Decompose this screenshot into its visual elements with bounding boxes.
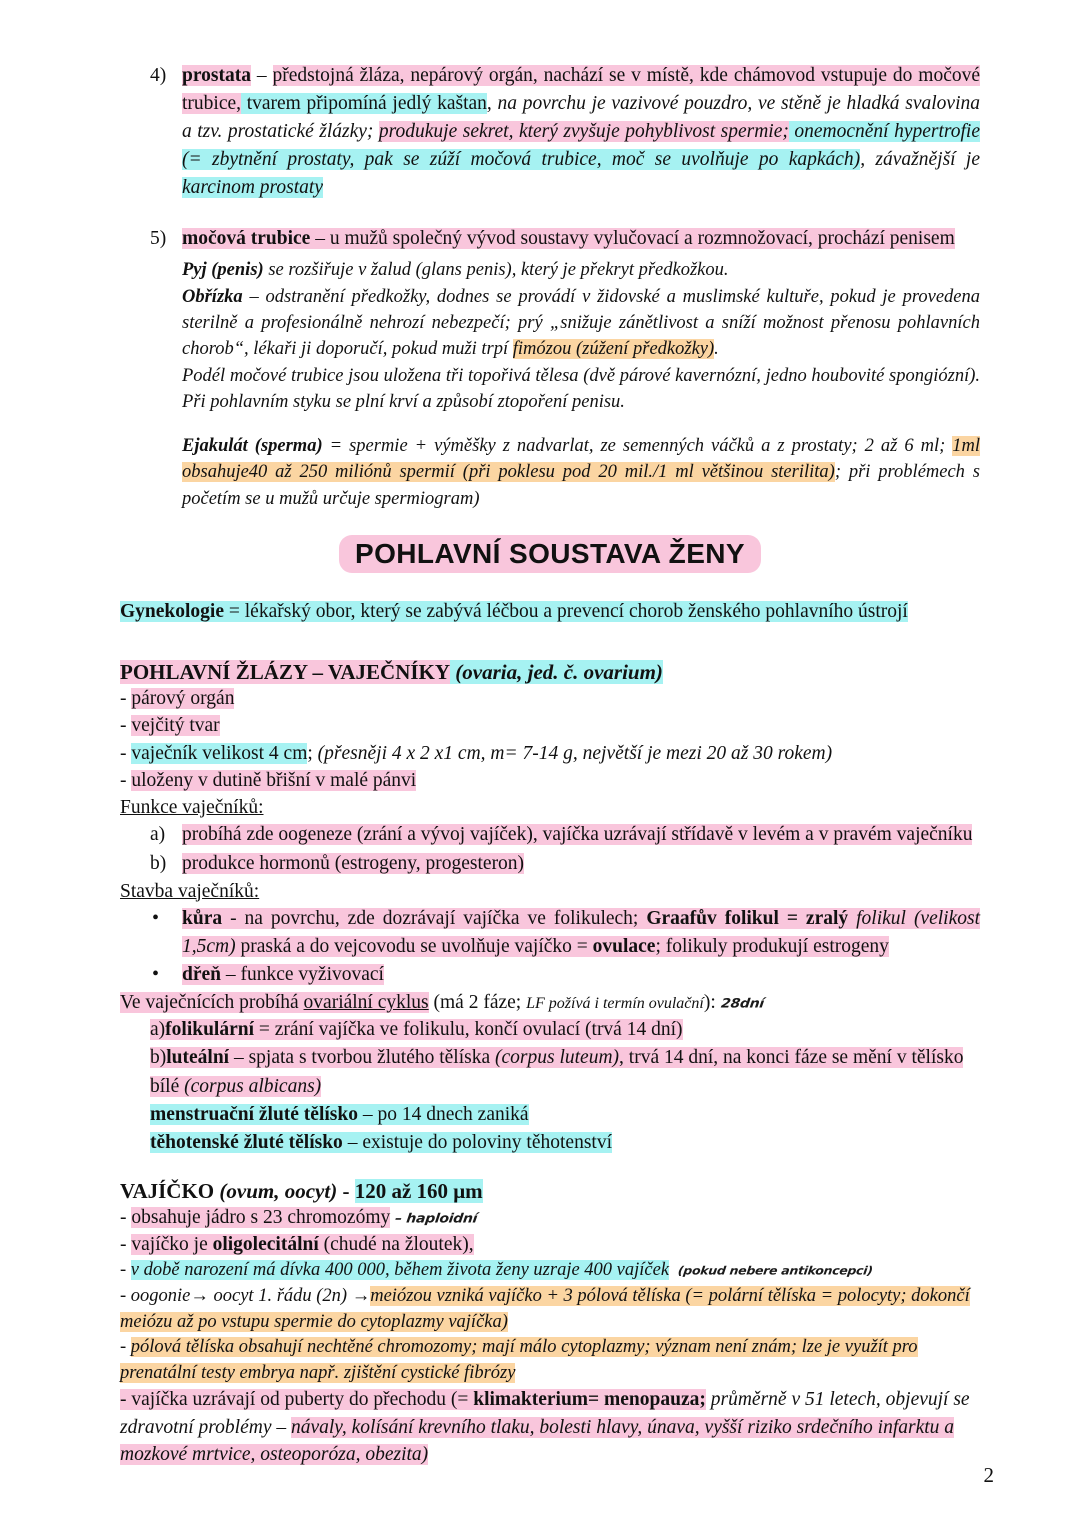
funkce-item-a-text: probíhá zde oogeneze (zrání a vývoj vajíček), vajíčka uzrávají střídavě v levém a v pravém vaječníku xyxy=(182,824,973,846)
phase-a-text: = zrání vajíčka ve folikulu, končí ovulací (trvá 14 dní) xyxy=(254,1019,683,1041)
dash: - xyxy=(120,1234,132,1256)
kura-desc-2: praská a do vejcovodu se uvolňuje vajíčko = xyxy=(235,935,593,957)
phase-item-folikularni xyxy=(120,1016,980,1044)
ovary-bullet-4 xyxy=(120,767,980,794)
dash: - xyxy=(120,769,132,791)
vajicko-line-3 xyxy=(120,1258,980,1284)
phase-b-text-1: – spjata s tvorbou žlutého tělíska xyxy=(229,1047,496,1069)
page-title-text: POHLAVNÍ SOUSTAVA ŽENY xyxy=(339,535,761,573)
topo-text: Podél močové trubice jsou uložena tři topořivá tělesa (dvě párové kavernózní, jedno houbovité spongiózní). Při pohlavním styku se plní krví a způsobí ztopoření penisu. xyxy=(182,365,980,412)
mocova-trubice-desc: – u mužů společný vývod soustavy vylučovací a rozmnožovací, prochází penisem xyxy=(310,228,955,250)
kura-graaf: Graafův folikul = zralý xyxy=(646,907,857,929)
heading-stavba-vajecniku-text: Stavba vaječníků: xyxy=(120,880,260,902)
ejakulat-text-before: = spermie + výměšky z nadvarlat, ze semenných váčků a z prostaty; 2 až 6 ml; xyxy=(322,436,953,457)
vajicko-line-3-text: v době narození má dívka 400 000, během života ženy uzraje 400 vajíček xyxy=(130,1260,670,1281)
cyklus-post: ): xyxy=(703,992,716,1014)
heading-vajicko xyxy=(120,1179,980,1204)
prostata-desc-pink-2: produkuje sekret, který zvyšuje pohyblivost spermie; xyxy=(378,121,789,143)
handwritten-note-antikoncepce: (pokud nebere antikoncepci) xyxy=(677,1264,874,1278)
term-prostata: prostata xyxy=(182,65,251,86)
heading-funkce-vajecniku xyxy=(120,794,980,821)
ovary-bullet-3 xyxy=(120,740,980,767)
paragraph-pyj xyxy=(120,257,980,283)
ovary-bullet-3-note: (přesněji 4 x 2 x1 cm, m= 7-14 g, největší je mezi 20 až 30 rokem) xyxy=(317,742,833,764)
list-marker: a) xyxy=(150,824,166,846)
kura-desc-1: - na povrchu, zde dozrávají vajíčka ve folikulech; xyxy=(222,907,647,929)
vajicko-polova-teliska xyxy=(120,1335,980,1386)
prostata-karcinom: karcinom prostaty xyxy=(182,177,323,199)
gynekologie-desc: = lékařský obor, který se zabývá léčbou a prevencí chorob ženského pohlavního ústrojí xyxy=(224,600,908,622)
cyklus-underline-term: ovariální cyklus xyxy=(303,992,429,1014)
dren-desc: – funkce vyživovací xyxy=(221,964,384,986)
vajicko-line-2 xyxy=(120,1231,980,1258)
prostata-desc-plain-2: , závažnější je xyxy=(860,149,980,171)
dash: - xyxy=(120,742,132,764)
ovary-bullet-2-text: vejčitý tvar xyxy=(131,715,220,737)
handwritten-note-28dni: 28dní xyxy=(719,996,765,1012)
vajicko-line-1 xyxy=(120,1204,980,1231)
dash: - xyxy=(120,687,132,709)
list-item-mocova-trubice xyxy=(120,225,980,253)
ovary-bullet-3-tail: ; xyxy=(307,742,318,764)
telisko-tehotenske-bold: těhotenské žluté tělísko xyxy=(150,1131,343,1153)
term-ejakulat: Ejakulát (sperma) xyxy=(182,436,323,457)
spacer xyxy=(120,415,980,433)
paragraph-topo xyxy=(120,363,980,416)
heading-stavba-vajecniku xyxy=(120,878,980,905)
heading-vajicko-size: 120 až 160 μm xyxy=(354,1178,483,1203)
term-dren: dřeň xyxy=(182,964,221,986)
oogonie-pre: - oogonie→ oocyt 1. řádu (2n) → xyxy=(120,1286,371,1307)
list-marker: b) xyxy=(150,852,167,874)
prostata-desc-cyan-1: tvarem připomíná jedlý kaštan xyxy=(241,93,487,115)
term-gynekologie: Gynekologie xyxy=(120,600,225,622)
cyklus-pre: Ve vaječnících probíhá xyxy=(120,992,304,1014)
vajicko-line-2-pre: vajíčko je xyxy=(131,1234,213,1256)
ejakulat-highlight: 1ml obsahuje40 až 250 miliónů spermií (při poklesu pod 20 mil./1 ml většinou sterilita) xyxy=(182,436,981,483)
paragraph-ovarialni-cyklus xyxy=(120,989,980,1016)
page-title xyxy=(120,538,980,570)
phase-b-latin-1: (corpus luteum) xyxy=(495,1047,620,1069)
klimakterium-italic: průměrně v 51 letech, objevují se zdravotní problémy – xyxy=(120,1389,970,1438)
telisko-tehotenske-text: – existuje do poloviny těhotenství xyxy=(342,1131,612,1153)
spacer xyxy=(120,1157,980,1175)
heading-pohlavni-zlazy xyxy=(120,660,980,685)
ovary-bullet-4-text: uloženy v dutině břišní v malé pánvi xyxy=(131,769,417,791)
phase-b-bold: luteální xyxy=(166,1047,230,1069)
list-marker: 4) xyxy=(150,65,167,86)
paragraph-ejakulat xyxy=(120,433,980,512)
term-klimakterium: klimakterium= menopauza; xyxy=(473,1389,706,1411)
telisko-tehotenske xyxy=(120,1129,980,1157)
phase-a-bold: folikulární xyxy=(165,1019,255,1041)
bullet-dot-icon: • xyxy=(152,963,160,986)
prostata-desc-plain-1: , na povrchu je vazivové pouzdro, ve stěně je hladká svalovina a tzv. prostatické žlázky; xyxy=(182,93,980,143)
dash: - xyxy=(120,1206,132,1228)
heading-vajicko-latin: (ovum, oocyt) xyxy=(214,1178,338,1203)
funkce-item-b-text: produkce hormonů (estrogeny, progesteron) xyxy=(182,852,525,874)
list-item-prostata xyxy=(120,62,980,202)
vajicko-line-2-post: (chudé na žloutek), xyxy=(318,1234,474,1256)
paragraph-obrizka xyxy=(120,284,980,363)
telisko-menstruacni xyxy=(120,1101,980,1129)
stavba-bullet-kura xyxy=(120,905,980,961)
spacer xyxy=(120,215,980,225)
ovary-bullet-2 xyxy=(120,712,980,739)
ejakulat-text-after: ; při problémech s početím se u mužů určuje spermiogram) xyxy=(182,462,980,509)
ovary-bullet-1 xyxy=(120,685,980,712)
polova-teliska-highlight: pólová tělíska obsahují nechtěné chromozomy; mají málo cytoplazmy; význam není znám; lze je využít pro prenatální testy embrya např. zjištění cystické fibrózy xyxy=(120,1337,918,1383)
obrizka-fimoza-highlight: fimózou (zúžení předkožky) xyxy=(512,339,715,360)
dash: - xyxy=(120,715,132,737)
klimakterium-symptoms: návaly, kolísání krevního tlaku, bolesti hlavy, únava, vyšší riziko srdečního infarktu a mozkové mrtvice, osteoporóza, obezita) xyxy=(120,1416,955,1465)
term-kura: kůra xyxy=(182,907,223,929)
prostata-desc-cyan-2: onemocnění hypertrofie (= zbytnění prostaty, pak se zúží močová trubice, moč se uvolňuje po kapkách) xyxy=(182,121,981,171)
funkce-item-a xyxy=(120,821,980,849)
term-pyj: Pyj (penis) xyxy=(182,260,264,281)
vajicko-oogonie xyxy=(120,1284,980,1335)
phase-b-latin-2: (corpus albicans) xyxy=(184,1075,322,1097)
telisko-menstruacni-bold: menstruační žluté tělísko xyxy=(150,1103,358,1125)
dash: - xyxy=(120,1337,131,1358)
vajicko-line-1-text: obsahuje jádro s 23 chromozómy xyxy=(131,1206,391,1228)
prostata-desc-1: předstojná žláza, nepárový orgán, nachází se v místě, kde chámovod vstupuje do močové trubice, xyxy=(182,65,980,115)
handwritten-note-haploidni: – haploidní xyxy=(394,1211,479,1227)
pyj-text: se rozšiřuje v žalud (glans penis), který je překryt předkožkou. xyxy=(263,260,729,281)
phase-item-lutealni xyxy=(120,1044,980,1100)
term-oligolecitalni: oligolecitální xyxy=(212,1234,319,1256)
cyklus-lf-note: LF požívá i termín ovulační xyxy=(526,995,704,1013)
stavba-bullet-dren xyxy=(120,961,980,989)
obrizka-text-after: . xyxy=(714,339,719,360)
dash: - xyxy=(120,1260,131,1281)
spacer xyxy=(120,626,980,656)
obrizka-text-before: – odstranění předkožky, dodnes se provádí v židovské a muslimské kultuře, pokud je provedena sterilně a profesionálně nehrozí nebezpečí; prý „snižuje zánětlivost a sníží možnost přenosu pohlavních chorob“, lékaři ji doporučí, pokud muži trpí xyxy=(182,286,980,360)
cyklus-mid: (má 2 fáze; xyxy=(428,992,527,1014)
list-marker: 5) xyxy=(150,228,167,250)
kura-desc-3: ; folikuly produkují estrogeny xyxy=(655,935,889,957)
heading-pohlavni-zlazy-latin: (ovaria, jed. č. ovarium) xyxy=(450,659,663,684)
phase-b-text-2: , trvá 14 dní, na konci fáze se mění v tělísko bílé xyxy=(150,1047,964,1097)
term-mocova-trubice: močová trubice xyxy=(182,228,311,250)
ovary-bullet-3-text: vaječník velikost 4 cm xyxy=(131,742,308,764)
phase-marker-a: a) xyxy=(150,1019,166,1041)
page-number: 2 xyxy=(983,1463,994,1487)
heading-vajicko-text: VAJÍČKO xyxy=(120,1178,215,1203)
phase-marker-b: b) xyxy=(150,1047,167,1069)
heading-vajicko-sep: - xyxy=(337,1178,355,1203)
funkce-item-b xyxy=(120,850,980,878)
bullet-dot-icon: • xyxy=(152,906,160,929)
heading-pohlavni-zlazy-text: POHLAVNÍ ŽLÁZY – VAJEČNÍKY xyxy=(120,659,451,684)
oogonie-highlight: meiózou vzniká vajíčko + 3 pólová tělíska (= polární tělíska = polocyty; dokončí meiózu až po vstupu spermie do cytoplazmy vajíčka) xyxy=(120,1286,970,1332)
kura-ovulace: ovulace xyxy=(592,935,656,957)
heading-funkce-vajecniku-text: Funkce vaječníků: xyxy=(120,797,264,819)
vajicko-klimakterium xyxy=(120,1386,980,1468)
term-obrizka: Obřízka xyxy=(182,286,243,307)
dash: - xyxy=(120,1389,132,1411)
klimakterium-pre: vajíčka uzrávají od puberty do přechodu (= xyxy=(131,1389,474,1411)
kura-folikul-italic: folikul (velikost 1,5cm) xyxy=(182,907,980,957)
paragraph-gynekologie xyxy=(120,598,980,626)
dash-separator: – xyxy=(250,65,273,86)
ovary-bullet-1-text: párový orgán xyxy=(131,687,235,709)
telisko-menstruacni-text: – po 14 dnech zaniká xyxy=(357,1103,529,1125)
